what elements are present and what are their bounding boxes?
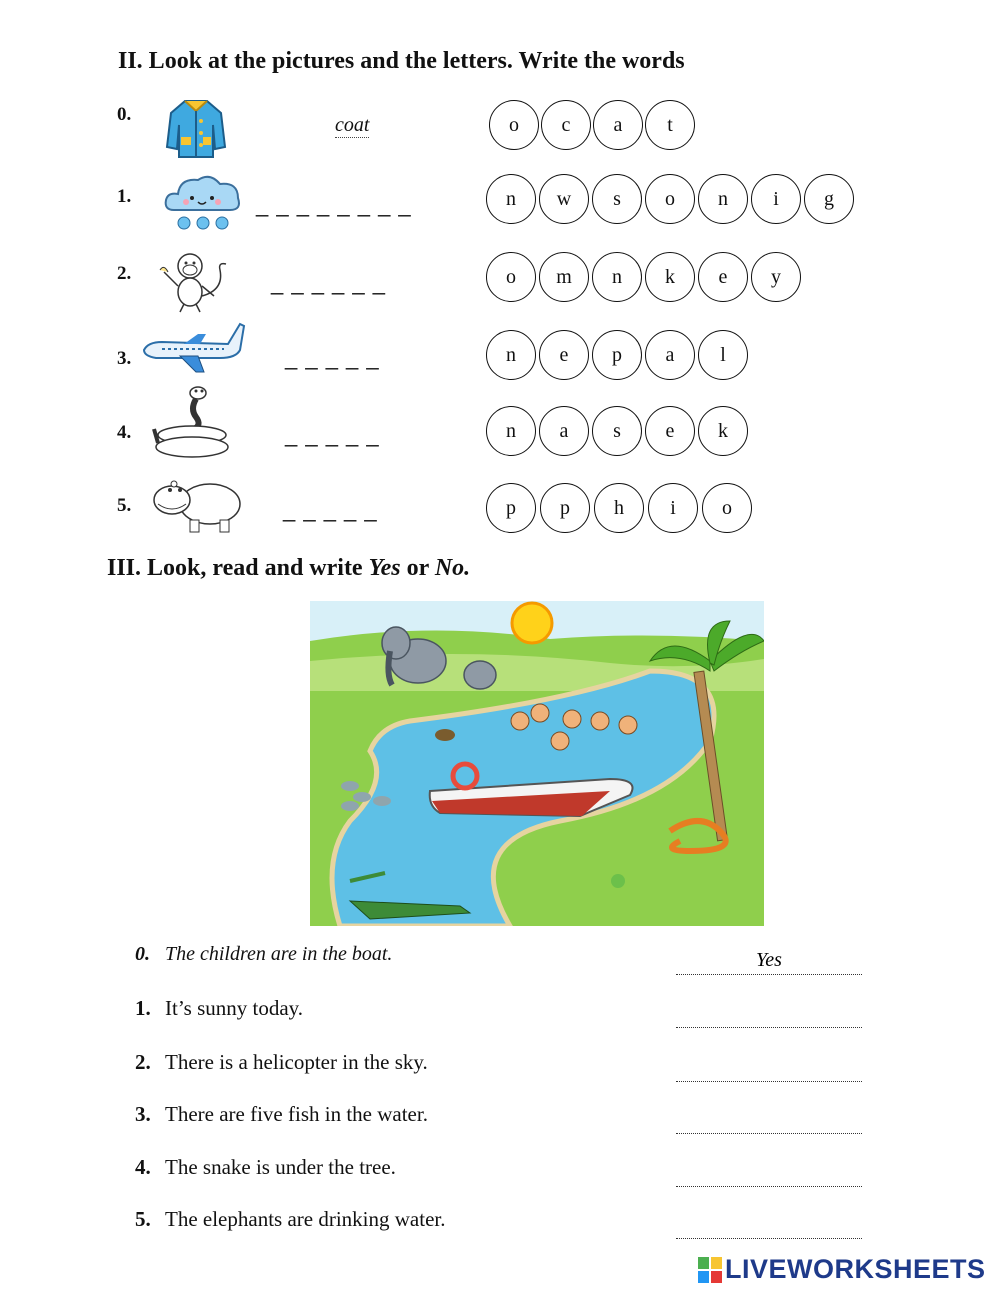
letter-circle: y	[751, 252, 801, 302]
plane-icon	[140, 320, 246, 376]
letter-circle: e	[645, 406, 695, 456]
question-text: The snake is under the tree.	[165, 1155, 396, 1179]
row-number: 2.	[117, 263, 132, 284]
question-row	[135, 1207, 445, 1232]
letter-circle: t	[645, 100, 695, 150]
question-text: The children are in the boat.	[165, 943, 393, 965]
title-yes: Yes	[368, 555, 401, 581]
letter-circle: a	[539, 406, 589, 456]
answer-field[interactable]	[676, 1158, 862, 1187]
question-row	[135, 996, 303, 1021]
title-no: No.	[434, 555, 471, 581]
example-answer: coat	[335, 114, 370, 136]
hippo-icon	[150, 474, 246, 536]
letter-circle: k	[698, 406, 748, 456]
letter-circle: p	[592, 330, 642, 380]
snake-icon	[150, 385, 232, 461]
row-number: 5.	[117, 495, 132, 516]
monkey-icon	[152, 250, 232, 314]
question-row	[135, 1102, 428, 1127]
section-2-title: II. Look at the pictures and the letters. Write the words	[118, 48, 685, 74]
letter-circle: l	[698, 330, 748, 380]
letter-circle: n	[486, 174, 536, 224]
letter-circle: s	[592, 174, 642, 224]
row-number: 3.	[117, 348, 132, 369]
letter-circle: o	[645, 174, 695, 224]
answer-blank[interactable]: _ _ _ _ _	[283, 497, 378, 522]
question-number: 2.	[135, 1050, 151, 1074]
letter-circle: n	[698, 174, 748, 224]
letter-circle: n	[486, 330, 536, 380]
letter-circle: i	[751, 174, 801, 224]
question-number: 5.	[135, 1207, 151, 1231]
snow-cloud-icon	[162, 170, 244, 232]
coat-icon	[163, 95, 229, 161]
question-row	[135, 943, 392, 966]
liveworksheets-logo-icon	[698, 1257, 722, 1283]
letter-circle: w	[539, 174, 589, 224]
answer-blank[interactable]: _ _ _ _ _	[285, 345, 380, 370]
letter-circle: g	[804, 174, 854, 224]
example-answer-field	[676, 946, 862, 975]
answer-field[interactable]	[676, 1210, 862, 1239]
letter-circle: o	[486, 252, 536, 302]
answer-blank[interactable]: _ _ _ _ _	[285, 422, 380, 447]
question-text: There are five fish in the water.	[165, 1102, 428, 1126]
letter-circle: c	[541, 100, 591, 150]
answer-blank[interactable]: _ _ _ _ _ _	[271, 270, 386, 295]
answer-field[interactable]	[676, 1105, 862, 1134]
letter-circle: h	[594, 483, 644, 533]
question-text: There is a helicopter in the sky.	[165, 1050, 428, 1074]
row-number: 1.	[117, 186, 132, 207]
letter-circle: o	[702, 483, 752, 533]
letter-circle: i	[648, 483, 698, 533]
letter-circle: n	[486, 406, 536, 456]
question-row	[135, 1155, 396, 1180]
letter-circle: m	[539, 252, 589, 302]
row-number: 0.	[117, 104, 132, 125]
question-number: 3.	[135, 1102, 151, 1126]
question-text: It’s sunny today.	[165, 996, 304, 1020]
brand-name: LIVEWORKSHEETS	[725, 1254, 986, 1284]
letter-circle: n	[592, 252, 642, 302]
answer-field[interactable]	[676, 1053, 862, 1082]
letter-circle: e	[539, 330, 589, 380]
row-number: 4.	[117, 422, 132, 443]
letter-circle: e	[698, 252, 748, 302]
letter-circle: a	[593, 100, 643, 150]
letter-circle: o	[489, 100, 539, 150]
answer-blank[interactable]: _ _ _ _ _ _ _ _	[256, 192, 412, 217]
letter-circle: p	[540, 483, 590, 533]
question-text: The elephants are drinking water.	[165, 1207, 446, 1231]
answer-field[interactable]	[676, 999, 862, 1028]
letter-circle: s	[592, 406, 642, 456]
question-number: 4.	[135, 1155, 151, 1179]
title-or: or	[400, 555, 435, 581]
question-number: 1.	[135, 996, 151, 1020]
river-scene-picture	[310, 601, 764, 926]
letter-circle: a	[645, 330, 695, 380]
section-3-title	[107, 555, 470, 582]
question-number: 0.	[135, 943, 150, 965]
letter-circle: p	[486, 483, 536, 533]
liveworksheets-logo	[698, 1254, 986, 1285]
letter-circle: k	[645, 252, 695, 302]
title-prefix: III. Look, read and write	[107, 555, 369, 581]
question-row	[135, 1050, 428, 1075]
